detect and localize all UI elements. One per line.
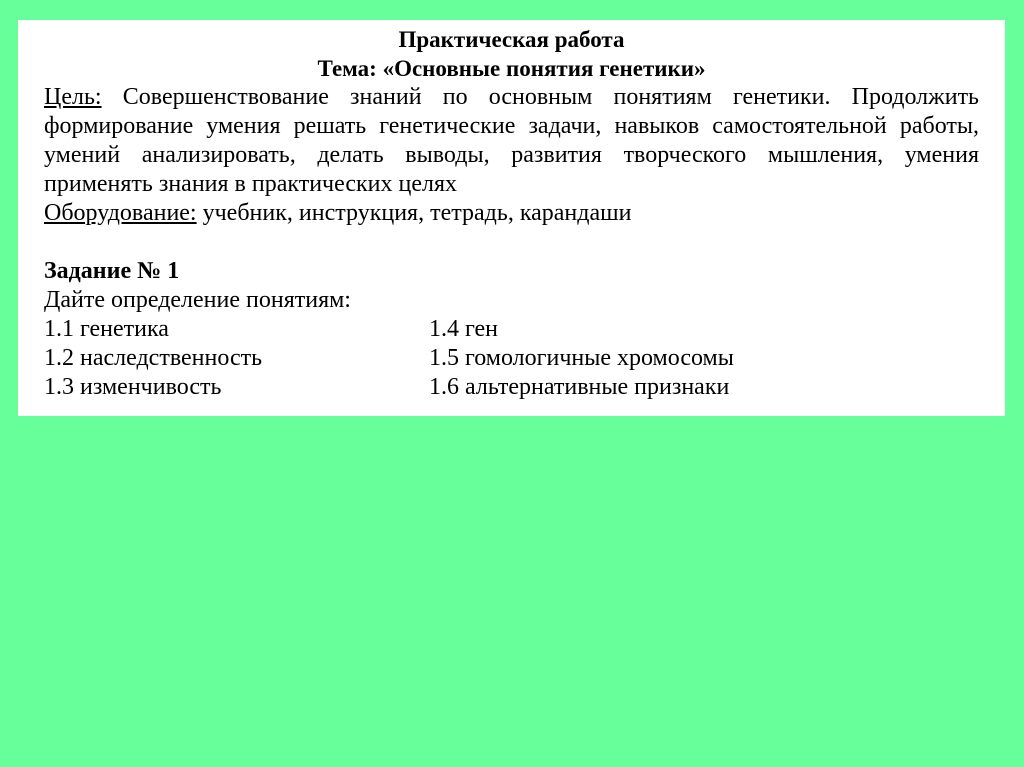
term-item: 1.2 наследственность [44,345,263,371]
equipment-text: учебник, инструкция, тетрадь, карандаши [202,200,632,226]
term-item: 1.1 генетика [44,316,169,342]
equipment-paragraph [44,199,979,228]
goal-paragraph [44,83,979,199]
goal-text: Совершенствование знаний по основным понятиям генетики. Продолжить формирование умения решать генетические задачи, навыков самостоятельной работы, умений анализировать, делать выводы, развития творческого мышления, умения применять знания в практических целях [44,84,980,197]
terms-row [44,315,979,344]
terms-row [44,373,979,402]
document-subtitle: Тема: «Основные понятия генетики» [317,56,706,81]
terms-row [44,344,979,373]
document-sheet [18,20,1005,416]
equipment-label: Оборудование: [44,200,197,226]
term-item: 1.4 ген [429,316,499,342]
document-title: Практическая работа [398,27,625,52]
task-title: Задание № 1 [44,258,180,284]
blank-line [44,228,979,257]
term-item: 1.6 альтернативные признаки [429,374,730,400]
task-instruction: Дайте определение понятиям: [44,287,351,313]
goal-label: Цель: [44,84,102,110]
term-item: 1.5 гомологичные хромосомы [429,345,734,371]
term-item: 1.3 изменчивость [44,374,222,400]
